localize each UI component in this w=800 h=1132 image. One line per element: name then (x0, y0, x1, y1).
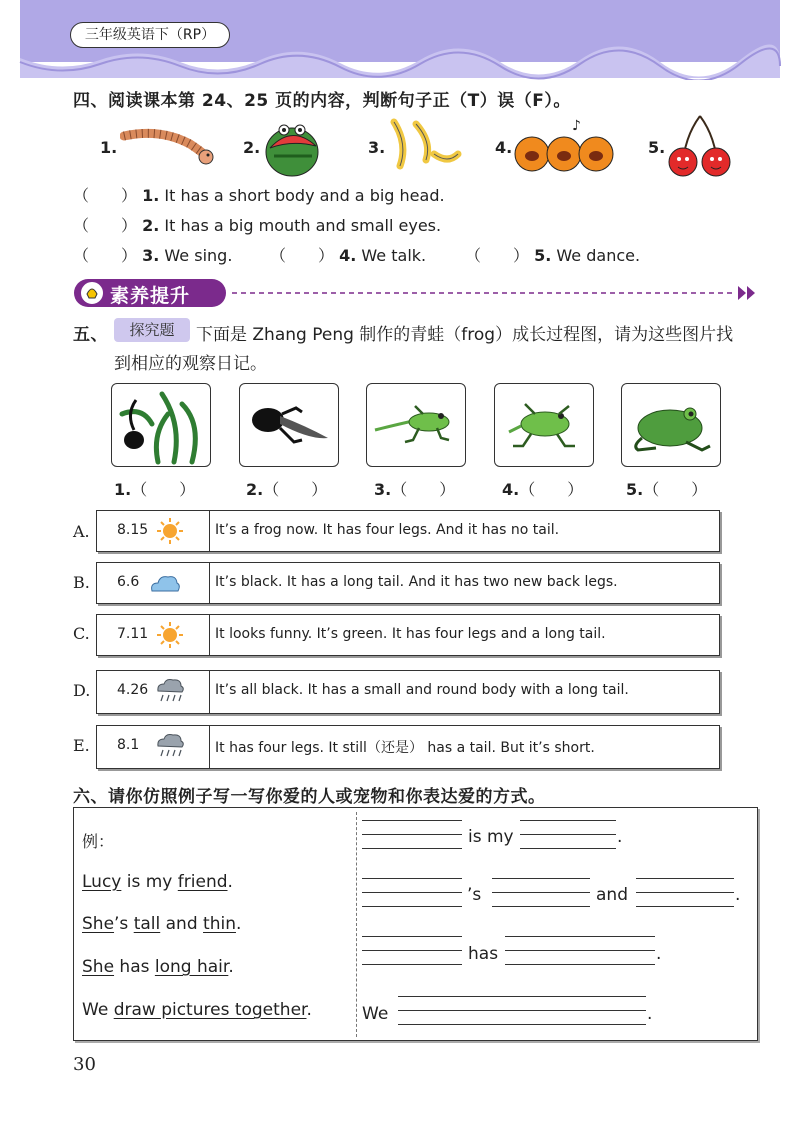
s5-pic-frame-4 (494, 383, 594, 467)
section5-title-2: 到相应的观察日记。 (114, 354, 267, 374)
sun-icon (155, 621, 185, 649)
s5-pic-frame-3 (366, 383, 466, 467)
answer-paren[interactable]: （ ） (73, 216, 138, 235)
section4-title: 四、阅读课本第 24、25 页的内容，判断句子正（T）误（F）。 (73, 91, 571, 111)
watermelon-mouth-icon (262, 116, 324, 178)
s4-pic-num-1: 1. (100, 138, 118, 157)
answer-paren[interactable]: （ ） (643, 480, 708, 499)
s5-pic-label-5: 5.（ ） (626, 480, 708, 499)
write-line[interactable] (636, 906, 734, 907)
section6-title: 六、请你仿照例子写一写你爱的人或宠物和你表达爱的方式。 (73, 787, 546, 807)
write-line[interactable] (362, 936, 462, 937)
diary-letter-d: D. (73, 681, 91, 700)
tpl-dot: . (617, 827, 623, 847)
write-line[interactable] (398, 1024, 646, 1025)
write-line[interactable] (398, 1010, 646, 1011)
write-line[interactable] (505, 964, 655, 965)
write-line[interactable] (505, 950, 655, 951)
answer-paren[interactable]: （ ） (131, 480, 196, 499)
diary-row-b[interactable]: 6.6 It’s black. It has a long tail. And it has two new back legs. (96, 562, 720, 604)
tadpole-with-weeds-icon (112, 384, 210, 466)
svg-text:♪: ♪ (572, 118, 581, 134)
oranges-singing-icon (512, 118, 616, 176)
banner-label: 素养提升 (110, 285, 191, 307)
write-line[interactable] (492, 892, 590, 893)
tpl-we: We (362, 1004, 389, 1024)
write-line[interactable] (362, 950, 462, 951)
answer-paren[interactable]: （ ） (263, 480, 328, 499)
cloud-icon (141, 569, 189, 597)
answer-paren[interactable]: （ ） (270, 246, 335, 265)
write-line[interactable] (636, 878, 734, 879)
froglet-short-tail-icon (495, 384, 593, 466)
example-line-1: Lucy is my friend. (82, 872, 233, 892)
inquiry-tag: 探究题 (114, 318, 190, 342)
diary-row-e[interactable]: 8.1 It has four legs. It still（还是） has a tail. But it’s short. (96, 725, 720, 769)
write-line[interactable] (398, 996, 646, 997)
example-line-2: She’s tall and thin. (82, 914, 242, 934)
answer-paren[interactable]: （ ） (73, 186, 138, 205)
tpl-dot: . (647, 1004, 653, 1024)
s5-pic-frame-2 (239, 383, 339, 467)
answer-paren[interactable]: （ ） (519, 480, 584, 499)
rain-icon (155, 732, 185, 760)
bananas-icon (386, 114, 462, 176)
answer-paren[interactable]: （ ） (465, 246, 530, 265)
worm-icon (120, 126, 216, 168)
sun-icon (155, 517, 185, 545)
s4-pic-num-3: 3. (368, 138, 386, 157)
diary-row-d[interactable]: 4.26 It’s all black. It has a small and round body with a long tail. (96, 670, 720, 714)
s5-pic-label-1: 1.（ ） (114, 480, 196, 499)
s4-q3: （ ） 3. We sing. (73, 246, 233, 265)
write-line[interactable] (362, 848, 462, 849)
diary-row-c[interactable]: 7.11 It looks funny. It’s green. It has four legs and a long tail. (96, 614, 720, 656)
tadpole-back-legs-icon (240, 384, 338, 466)
s5-pic-frame-5 (621, 383, 721, 467)
book-tag: 三年级英语下（RP） (70, 22, 230, 48)
s4-pic-num-4: 4. (495, 138, 513, 157)
section5-prefix: 五、 (73, 325, 108, 345)
page-number: 30 (73, 1054, 96, 1075)
cherries-icon (664, 112, 736, 180)
s4-q1: （ ） 1. It has a short body and a big head. (73, 186, 445, 205)
write-line[interactable] (492, 906, 590, 907)
answer-paren[interactable]: （ ） (73, 246, 138, 265)
s5-pic-label-4: 4.（ ） (502, 480, 584, 499)
write-line[interactable] (362, 834, 462, 835)
write-line[interactable] (362, 878, 462, 879)
tpl-dot: . (735, 885, 741, 905)
write-line[interactable] (636, 892, 734, 893)
froglet-long-tail-icon (367, 384, 465, 466)
diary-letter-b: B. (73, 573, 90, 592)
tpl-has: has (468, 944, 499, 964)
tpl-and: and (596, 885, 628, 905)
s4-pic-num-5: 5. (648, 138, 666, 157)
write-line[interactable] (492, 878, 590, 879)
rain-icon (155, 677, 185, 705)
example-line-4: We draw pictures together. (82, 1000, 312, 1020)
section5-title-1: 下面是 Zhang Peng 制作的青蛙（frog）成长过程图，请为这些图片找 (196, 325, 734, 345)
diary-letter-c: C. (73, 624, 90, 643)
tpl-s: ’s (467, 885, 482, 905)
write-line[interactable] (520, 820, 616, 821)
s5-pic-frame-1 (111, 383, 211, 467)
write-line[interactable] (520, 834, 616, 835)
tpl-is-my: is my (468, 827, 514, 847)
s4-q5: （ ） 5. We dance. (465, 246, 641, 265)
diary-letter-a: A. (73, 522, 90, 541)
example-line-3: She has long hair. (82, 957, 234, 977)
answer-paren[interactable]: （ ） (391, 480, 456, 499)
write-line[interactable] (362, 892, 462, 893)
s5-pic-label-3: 3.（ ） (374, 480, 456, 499)
diary-row-a[interactable]: 8.15 It’s a frog now. It has four legs. And it has no tail. (96, 510, 720, 552)
write-line[interactable] (362, 906, 462, 907)
tpl-dot: . (656, 944, 662, 964)
write-line[interactable] (362, 964, 462, 965)
s4-pic-num-2: 2. (243, 138, 261, 157)
write-line[interactable] (362, 820, 462, 821)
diary-letter-e: E. (73, 736, 90, 755)
example-label: 例： (82, 832, 115, 851)
frog-icon (622, 384, 720, 466)
write-line[interactable] (520, 848, 616, 849)
writing-divider (356, 812, 357, 1037)
s4-q4: （ ） 4. We talk. (270, 246, 427, 265)
write-line[interactable] (505, 936, 655, 937)
s4-q2: （ ） 2. It has a big mouth and small eyes. (73, 216, 442, 235)
s5-pic-label-2: 2.（ ） (246, 480, 328, 499)
